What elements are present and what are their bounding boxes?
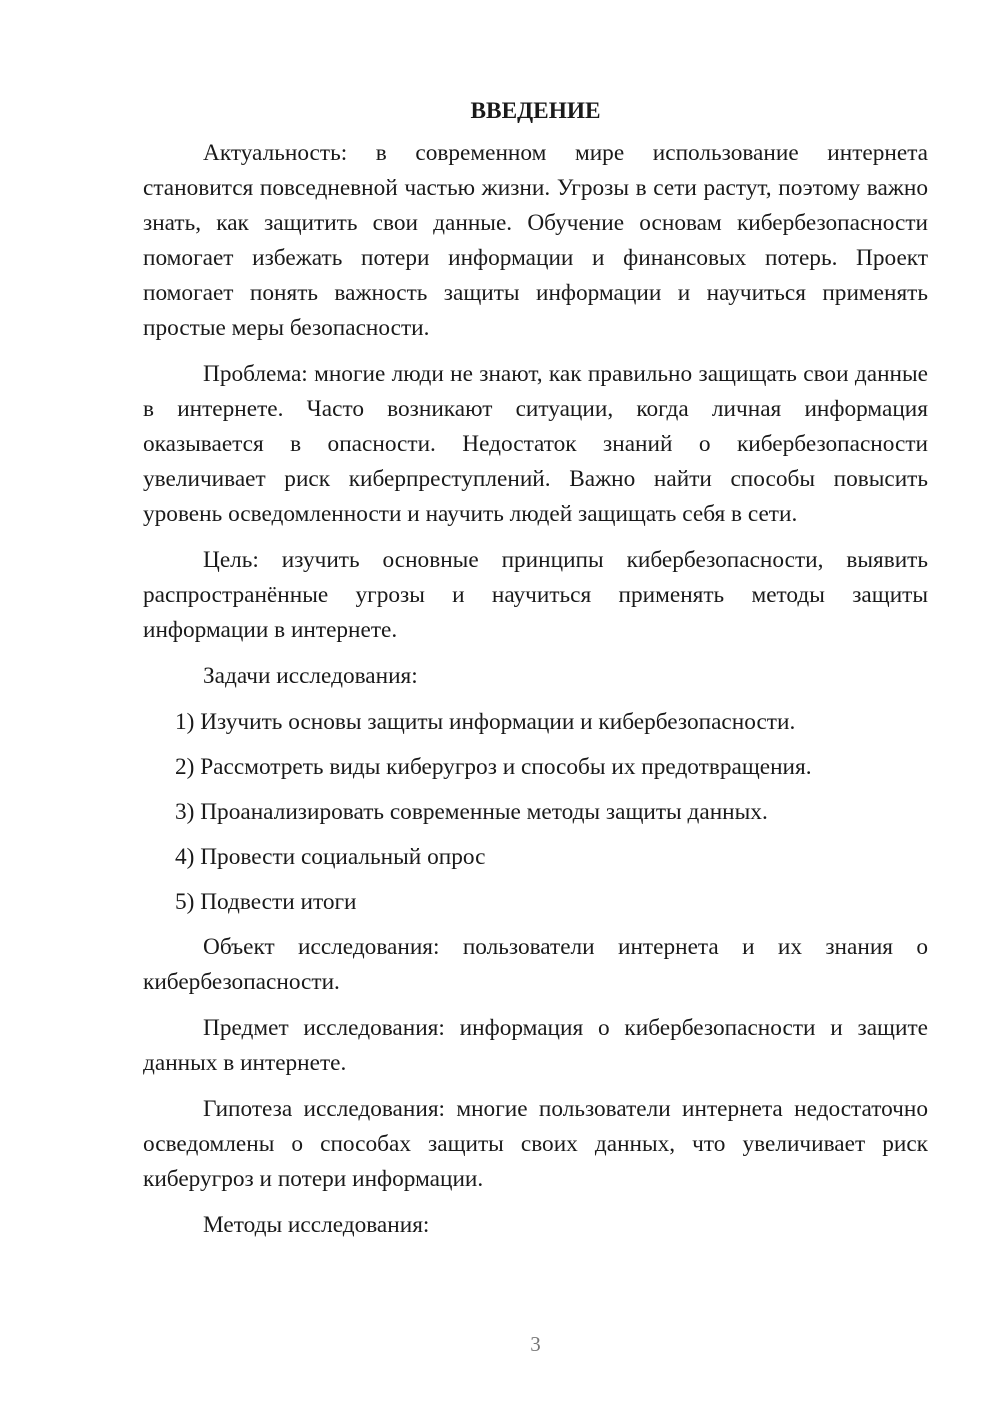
task-item: 4) Провести социальный опрос xyxy=(175,844,486,870)
problem-paragraph: Проблема: многие люди не знают, как правильно защищать свои данные в интернете. Часто возникают ситуации, когда личная информация оказывается в опасности. Недостаток знаний о кибербезопасности увеличивает риск киберпреступлений. Важно найти способы повысить уровень осведомленности и научить людей защищать себя в сети. xyxy=(143,361,928,527)
tasks-heading: Задачи исследования: xyxy=(203,663,418,689)
goal-paragraph: Цель: изучить основные принципы кибербезопасности, выявить распространённые угрозы и научиться применять методы защиты информации в интернете. xyxy=(143,547,928,643)
task-item: 1) Изучить основы защиты информации и кибербезопасности. xyxy=(175,709,796,735)
task-item: 2) Рассмотреть виды киберугроз и способы их предотвращения. xyxy=(175,754,812,780)
task-item: 3) Проанализировать современные методы защиты данных. xyxy=(175,799,768,825)
section-title: ВВЕДЕНИЕ xyxy=(470,98,601,124)
relevance-paragraph: Актуальность: в современном мире использование интернета становится повседневной частью жизни. Угрозы в сети растут, поэтому важно знать, как защитить свои данные. Обучение основам кибербезопасности помогает избежать потери информации и финансовых потерь. Проект помогает понять важность защиты информации и научиться применять простые меры безопасности. xyxy=(143,140,928,341)
task-item: 5) Подвести итоги xyxy=(175,889,357,915)
object-paragraph: Объект исследования: пользователи интернета и их знания о кибербезопасности. xyxy=(143,934,928,995)
page-number: 3 xyxy=(530,1332,541,1356)
hypothesis-paragraph: Гипотеза исследования: многие пользователи интернета недостаточно осведомлены о способах защиты своих данных, что увеличивает риск киберугроз и потери информации. xyxy=(143,1096,928,1192)
methods-heading: Методы исследования: xyxy=(203,1212,430,1238)
document-page xyxy=(143,94,928,1254)
subject-paragraph: Предмет исследования: информация о кибербезопасности и защите данных в интернете. xyxy=(143,1015,928,1076)
